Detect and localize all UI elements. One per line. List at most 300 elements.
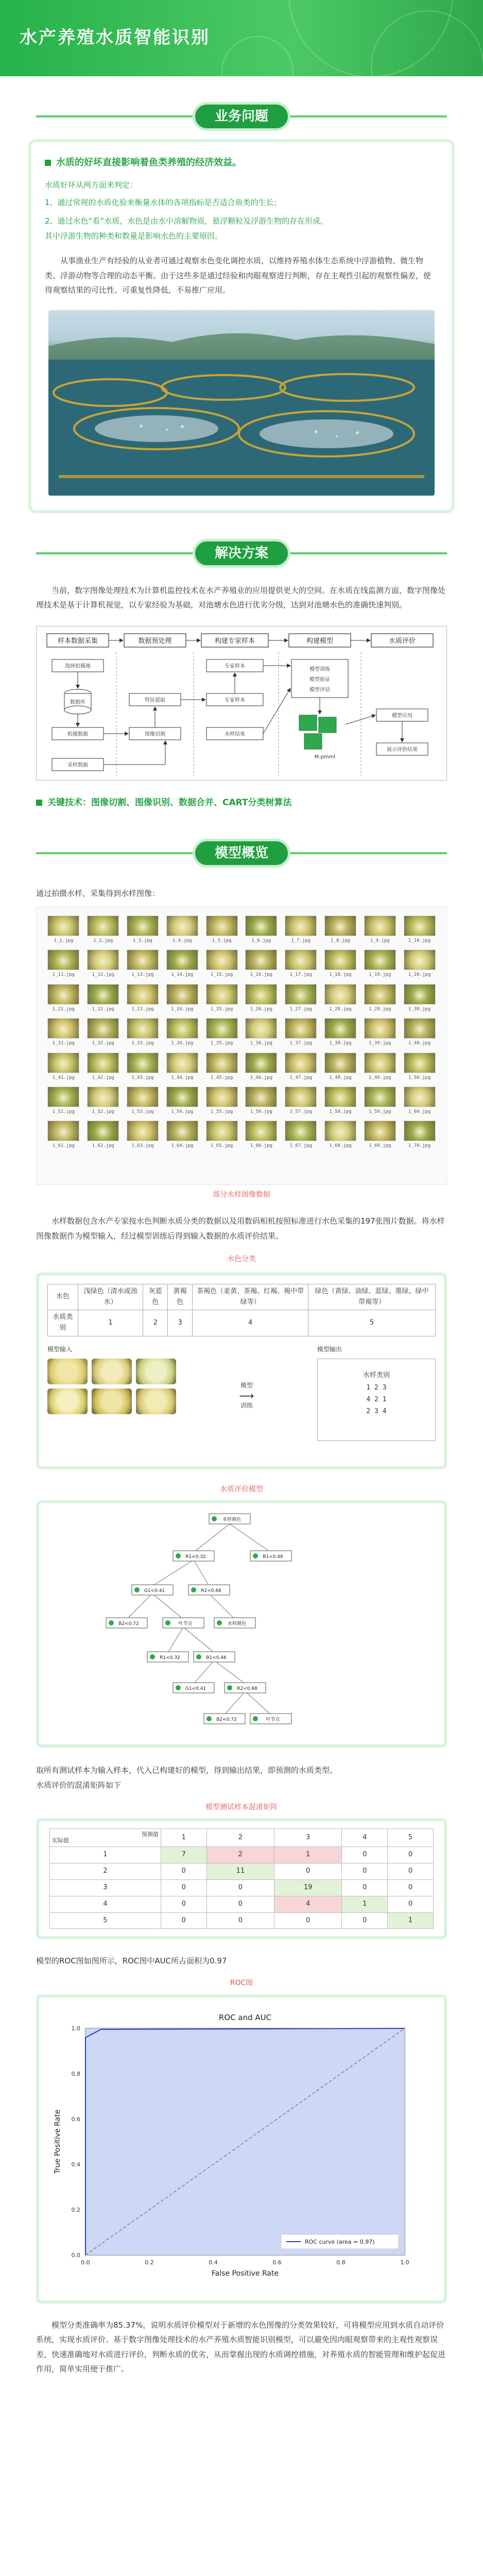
water-thumb-label: 1_10.jpg [408, 938, 431, 943]
water-thumb-image [285, 984, 317, 1005]
cm-caption: 模型测试样本混淆矩阵 [205, 1803, 278, 1811]
tree-node-icon [134, 1587, 140, 1592]
water-thumb [87, 1018, 120, 1047]
cm-row-label: 1 [50, 1847, 161, 1863]
water-thumb-image [47, 916, 79, 936]
cm-cell: 7 [161, 1847, 206, 1863]
svg-text:展示评价结果: 展示评价结果 [387, 747, 418, 753]
roc-legend: ROC curve (area = 0.97) [305, 2238, 375, 2245]
water-thumb-image [206, 950, 238, 970]
tree-node-label: R1<0.32 [185, 1554, 206, 1560]
cm-cell: 0 [161, 1896, 206, 1912]
confusion-matrix-card [36, 1818, 447, 1939]
io-input-images [47, 1359, 176, 1414]
cm-corner: 预测值 实际值 [50, 1829, 161, 1847]
io-output-row: 2 3 4 [366, 1408, 387, 1416]
water-thumb [403, 1053, 436, 1081]
tree-node-icon [191, 1587, 196, 1592]
water-thumb-image [87, 1121, 119, 1141]
tree-node-icon [109, 1620, 114, 1625]
water-thumb-label: 1_59.jpg [369, 1109, 391, 1114]
water-thumb [403, 1087, 436, 1115]
cm-row-label: 3 [50, 1880, 161, 1896]
water-thumb [205, 950, 238, 978]
water-thumb-image [166, 984, 198, 1005]
cm-cell: 0 [161, 1880, 206, 1896]
io-output-label: 模型输出 [317, 1345, 342, 1353]
water-thumb-label: 1_3.jpg [133, 938, 152, 943]
tree-node-label: R2<0.68 [237, 1686, 257, 1692]
problem-paragraph: 从事渔业生产有经验的从业者可通过观察水色变化调控水质，以维持养殖水体生态系统中浮游植物、微生物类、浮游动物等合理的动态平衡。由于这些多是通过经验和肉眼观察进行判断，存在主观性引起的观察性偏差，使得观察结果的可比性、可重复性降低，不易推广应用。 [45, 256, 432, 295]
water-thumb [284, 984, 318, 1013]
gallery-caption: 部分水样图像数据 [213, 1190, 270, 1199]
water-thumb-label: 1_68.jpg [329, 1143, 352, 1149]
water-thumb-label: 1_43.jpg [131, 1075, 154, 1080]
water-thumb-image [166, 950, 198, 970]
flow-step-label: 构建专家样本 [214, 637, 255, 645]
water-thumb-image [166, 1121, 198, 1141]
roc-chart [39, 1997, 444, 2300]
water-thumb-image [285, 1053, 317, 1073]
water-thumb [363, 1087, 396, 1115]
water-thumb-image [47, 950, 79, 970]
roc-xlabel: False Positive Rate [211, 2269, 279, 2278]
water-thumb-image [404, 916, 436, 936]
color-cell: 4 [193, 1310, 308, 1336]
water-thumb [47, 984, 80, 1013]
water-thumb-image [324, 1018, 356, 1039]
water-thumb [284, 950, 318, 978]
water-thumb-label: 1_52.jpg [92, 1109, 114, 1114]
cm-cell: 0 [342, 1863, 388, 1880]
water-sample-image [136, 1388, 176, 1414]
confusion-matrix [49, 1828, 434, 1929]
water-thumb [245, 916, 278, 944]
svg-text:选择拍摄地: 选择拍摄地 [65, 663, 91, 669]
water-thumb-label: 1_5.jpg [212, 938, 232, 943]
water-thumb-label: 1_49.jpg [369, 1075, 391, 1080]
io-output-row: 1 2 3 [366, 1383, 387, 1392]
water-thumb [403, 950, 436, 978]
water-thumb-label: 1_13.jpg [131, 972, 154, 978]
svg-text:模型训练: 模型训练 [309, 666, 330, 672]
tree-node-label: 水样颜色 [222, 1517, 242, 1523]
water-thumb [126, 950, 160, 978]
water-thumb [205, 1053, 238, 1081]
roc-xtick-label: 0.4 [209, 2259, 218, 2266]
water-thumb-label: 1_9.jpg [370, 938, 390, 943]
water-thumb-label: 1_19.jpg [369, 972, 391, 978]
water-thumb-image [404, 1087, 436, 1107]
water-thumb-image [324, 916, 356, 936]
flow-diagram-svg [37, 626, 446, 781]
tree-node-label: 水样颜色 [227, 1621, 247, 1627]
water-thumb-label: 1_61.jpg [52, 1143, 75, 1149]
water-thumb-label: 1_63.jpg [131, 1143, 154, 1149]
water-thumb-label: 1_70.jpg [408, 1143, 431, 1149]
roc-xtick-label: 0.6 [272, 2259, 282, 2266]
problem-item: 2、通过水色“看”水质，水色是由水中溶解物质，悬浮颗粒及浮游生物的存在形成。 [45, 216, 329, 226]
water-thumb-label: 1_46.jpg [250, 1075, 273, 1080]
cm-cell: 19 [274, 1880, 342, 1896]
water-thumb-image [285, 916, 317, 936]
tree-node-label: R1<0.32 [160, 1655, 180, 1661]
tree-paragraph: 取所有测试样本为输入样本，代入已构建好的模型，得到输出结果，即预测的水质类型。 [36, 1766, 338, 1775]
cm-row-label: 4 [50, 1896, 161, 1912]
water-thumb-label: 1_36.jpg [250, 1041, 273, 1046]
water-thumb-label: 1_29.jpg [369, 1006, 391, 1012]
water-thumb-image [364, 1121, 396, 1141]
water-thumb [363, 950, 396, 978]
water-thumb-label: 1_40.jpg [408, 1041, 431, 1046]
water-thumb-image [245, 1053, 277, 1073]
water-thumb [87, 950, 120, 978]
water-thumb-label: 1_50.jpg [408, 1075, 431, 1080]
water-thumb-image [364, 950, 396, 970]
roc-ylabel: True Positive Rate [54, 2109, 62, 2174]
flow-step-label: 水质评价 [388, 637, 416, 645]
cm-cell: 1 [342, 1896, 388, 1912]
water-thumb-image [47, 1018, 79, 1039]
tree-node-icon [196, 1654, 201, 1659]
water-thumb [363, 916, 396, 944]
fish-farm-illustration [48, 310, 435, 496]
svg-text:M.pmml: M.pmml [314, 754, 336, 760]
water-thumb-label: 1_15.jpg [210, 972, 233, 978]
flow-step-label: 构建模型 [306, 637, 334, 645]
water-thumb-label: 1_39.jpg [369, 1041, 391, 1046]
water-thumb-image [127, 916, 159, 936]
water-thumb [324, 950, 357, 978]
water-thumb-label: 1_11.jpg [52, 972, 75, 978]
water-thumb-image [166, 916, 198, 936]
section-title: 业务问题 [193, 102, 290, 131]
io-input [47, 1345, 176, 1414]
cm-cell: 0 [274, 1912, 342, 1929]
water-thumb-image [285, 1018, 317, 1039]
problem-note: 水质好坏从两方面来判定： [45, 180, 138, 190]
cm-cell: 4 [274, 1896, 342, 1912]
svg-text:模型评估: 模型评估 [309, 687, 330, 693]
water-thumb-label: 1_66.jpg [250, 1143, 273, 1149]
water-thumb [284, 1087, 318, 1115]
water-thumb [363, 1053, 396, 1081]
water-thumb-label: 1_23.jpg [131, 1006, 154, 1012]
water-thumb [324, 1121, 357, 1149]
water-thumb [126, 1018, 160, 1047]
cm-row-label: 5 [50, 1912, 161, 1929]
water-thumb-label: 1_21.jpg [52, 1006, 75, 1012]
color-table [47, 1284, 436, 1336]
water-thumb [205, 984, 238, 1013]
roc-xtick-label: 0.8 [336, 2259, 346, 2266]
io-panel [47, 1345, 436, 1458]
water-thumb-label: 1_57.jpg [289, 1109, 312, 1114]
tree-caption: 水质评价模型 [220, 1485, 263, 1494]
cm-cell: 0 [206, 1896, 274, 1912]
water-sample-image [47, 1388, 88, 1414]
roc-ytick-label: 0.0 [71, 2251, 80, 2259]
water-thumb-label: 1_67.jpg [289, 1143, 312, 1149]
water-thumb [324, 984, 357, 1013]
data-paragraph: 水样数据包含水产专家按水色判断水质分类的数据以及用数码相机按照标准进行水色采集的197张图片数据。将水样图像数据作为模型输入，经过模型训练后得到输入数据的水质评价结果。 [36, 1216, 445, 1241]
water-thumb-label: 1_69.jpg [369, 1143, 391, 1149]
cm-cell: 0 [342, 1912, 388, 1929]
water-thumb [87, 1087, 120, 1115]
cm-cell: 0 [388, 1880, 434, 1896]
color-header: 水色 [48, 1284, 78, 1310]
problem-card [28, 139, 455, 513]
color-header: 绿色（黄绿、油绿、蓝绿、墨绿、绿中带褐等） [308, 1284, 436, 1310]
water-thumb [403, 984, 436, 1013]
water-thumb-image [404, 1121, 436, 1141]
section-title: 解决方案 [193, 539, 290, 568]
water-thumb-image [47, 1121, 79, 1141]
water-thumb [87, 1121, 120, 1149]
section-title: 模型概览 [193, 839, 290, 868]
tree-node-icon [165, 1620, 170, 1625]
banner-deco [221, 36, 294, 76]
water-thumb [205, 1087, 238, 1115]
water-thumb-image [206, 1121, 238, 1141]
water-thumb-label: 1_24.jpg [171, 1006, 194, 1012]
tree-node-label: B2<0.72 [216, 1717, 237, 1723]
water-thumb-image [206, 984, 238, 1005]
water-thumb-image [324, 1121, 356, 1141]
roc-ytick-label: 0.6 [71, 2115, 80, 2123]
water-thumb-image [364, 1053, 396, 1073]
water-thumb-label: 1_47.jpg [289, 1075, 312, 1080]
water-thumb [126, 1053, 160, 1081]
water-thumb-label: 1_1.jpg [54, 938, 74, 943]
tree-node-icon [212, 1516, 217, 1521]
problem-list [45, 195, 438, 244]
io-model-label: 模型 [240, 1381, 253, 1389]
water-thumb [126, 1121, 160, 1149]
color-cell: 3 [168, 1310, 193, 1336]
roc-ytick-label: 1.0 [71, 2025, 80, 2032]
water-thumb-image [245, 916, 277, 936]
color-table-card [36, 1273, 447, 1469]
water-thumb-label: 1_12.jpg [92, 972, 114, 978]
cm-cell: 0 [388, 1896, 434, 1912]
roc-title: ROC and AUC [218, 2012, 272, 2022]
flow-step-label: 样本数据采集 [57, 637, 98, 645]
water-thumb-image [206, 916, 238, 936]
water-thumb [165, 1053, 199, 1081]
final-paragraph: 模型分类准确率为85.37%，说明水质评价模型对于新增的水色图像的分类效果较好，可将模型应用到水质自动评价系统，实现水质评价。基于数字图像处理技术的水产养殖水质智能识别模型，可以避免因肉眼观察带来的主观性观察误差，快速准确地对水质进行评价，判断水质的优劣，从而掌握出现的水质调控措施，对养殖水质的智能管理和维护起促进作用，简单实用便于推广。 [36, 2320, 446, 2374]
tree-node-icon [253, 1553, 258, 1558]
water-thumb-image [166, 1053, 198, 1073]
water-thumb-image [206, 1018, 238, 1039]
water-thumb [165, 984, 199, 1013]
water-thumb [87, 1053, 120, 1081]
water-thumb-image [47, 984, 79, 1005]
flow-step-label: 数据预处理 [138, 637, 172, 645]
water-thumb-label: 1_28.jpg [329, 1006, 352, 1012]
model-intro: 通过拍摄水样，采集得到水样图像： [36, 888, 160, 898]
cm-header: 5 [388, 1829, 434, 1847]
water-thumb [324, 916, 357, 944]
water-thumb-image [324, 1087, 356, 1107]
color-cell: 2 [143, 1310, 168, 1336]
water-thumb [245, 1121, 278, 1149]
water-thumb-label: 1_48.jpg [329, 1075, 352, 1080]
cm-cell: 0 [274, 1863, 342, 1880]
cm-cell: 0 [161, 1912, 206, 1929]
cm-header: 2 [206, 1829, 274, 1847]
io-input-label: 模型输入 [47, 1345, 73, 1353]
problem-headline-text: 水质的好坏直接影响着鱼类养殖的经济效益。 [56, 157, 242, 168]
cm-cell: 1 [388, 1912, 434, 1929]
water-thumb-image [245, 1018, 277, 1039]
water-thumb [363, 1121, 396, 1149]
water-thumb [284, 1053, 318, 1081]
water-thumb [126, 984, 160, 1013]
water-thumb [165, 1087, 199, 1115]
water-thumb-label: 1_35.jpg [210, 1041, 233, 1046]
section-header-problem [0, 99, 483, 135]
water-thumb-image [324, 984, 356, 1005]
water-thumb [205, 1121, 238, 1149]
cm-cell: 0 [206, 1880, 274, 1896]
color-header: 茶褐色（姜黄、茶褐、红褐、褐中带绿等） [193, 1284, 308, 1310]
water-thumb [165, 950, 199, 978]
water-thumb-label: 1_7.jpg [291, 938, 311, 943]
water-thumb-image [324, 1053, 356, 1073]
water-thumb-image [127, 1087, 159, 1107]
water-thumb-image [127, 1121, 159, 1141]
svg-text:特征提取: 特征提取 [145, 697, 165, 703]
header-banner [0, 0, 483, 76]
color-cell: 5 [308, 1310, 436, 1336]
svg-text:模型验证: 模型验证 [309, 676, 330, 683]
water-thumb-image [245, 1087, 277, 1107]
water-thumb-label: 1_2.jpg [93, 938, 113, 943]
water-thumb-image [127, 950, 159, 970]
svg-text:专家样本: 专家样本 [225, 697, 245, 703]
water-thumb-image [364, 1018, 396, 1039]
section-header-model [0, 836, 483, 872]
square-bullet-icon [45, 160, 51, 166]
water-thumb-label: 1_16.jpg [250, 972, 273, 978]
cm-cell: 0 [342, 1847, 388, 1863]
problem-item: 其中浮游生物的种类和数量是影响水色的主要原因。 [45, 231, 223, 241]
io-output [317, 1345, 436, 1441]
water-thumb-label: 1_60.jpg [408, 1109, 431, 1114]
io-train-label: 训练 [240, 1402, 253, 1410]
water-thumb-label: 1_27.jpg [289, 1006, 312, 1012]
tree-node-label: R2<0.68 [201, 1588, 221, 1594]
tree-card [36, 1500, 447, 1748]
water-thumb-label: 1_51.jpg [52, 1109, 75, 1114]
water-thumb [205, 1018, 238, 1047]
roc-ytick-label: 0.8 [71, 2070, 80, 2077]
svg-text:拍摄数据: 拍摄数据 [67, 731, 88, 737]
cm-cell: 0 [206, 1912, 274, 1929]
color-header: 黄褐色 [168, 1284, 193, 1310]
water-thumb-label: 1_17.jpg [289, 972, 312, 978]
svg-text:水样结果: 水样结果 [225, 731, 245, 737]
color-header: 灰蓝色 [143, 1284, 168, 1310]
water-thumb [324, 1053, 357, 1081]
water-thumb-image [404, 950, 436, 970]
water-thumb-image [127, 984, 159, 1005]
water-thumb-image [166, 1018, 198, 1039]
water-thumb [87, 916, 120, 944]
water-thumb [245, 1053, 278, 1081]
water-thumb-image [245, 984, 277, 1005]
roc-card [36, 1994, 447, 2303]
water-thumb [245, 1018, 278, 1047]
water-thumb-image [364, 916, 396, 936]
svg-text:图像切割: 图像切割 [145, 731, 165, 737]
water-thumb-image [206, 1087, 238, 1107]
water-thumb-label: 1_32.jpg [92, 1041, 114, 1046]
tree-paragraph-2: 水质评价的混淆矩阵如下 [36, 1780, 122, 1790]
water-thumb-label: 1_18.jpg [329, 972, 352, 978]
water-thumb-label: 1_6.jpg [251, 938, 271, 943]
water-thumb [205, 916, 238, 944]
water-thumb-label: 1_62.jpg [92, 1143, 114, 1149]
water-thumb [403, 916, 436, 944]
water-sample-image [92, 1388, 132, 1414]
color-row-label: 水质类别 [48, 1310, 78, 1336]
tree-node-icon [176, 1685, 181, 1690]
roc-ytick-label: 0.4 [71, 2161, 80, 2168]
water-thumb [47, 1018, 80, 1047]
water-thumb [284, 1018, 318, 1047]
water-thumb [403, 1121, 436, 1149]
key-tech-line [36, 796, 447, 810]
tree-node-icon [253, 1716, 258, 1721]
water-thumb [126, 916, 160, 944]
water-thumb-label: 1_34.jpg [171, 1041, 194, 1046]
water-thumb [245, 984, 278, 1013]
water-thumb-image [324, 950, 356, 970]
water-thumb-image [47, 1087, 79, 1107]
roc-paragraph: 模型的ROC图如图所示，ROC图中AUC所占面积为0.97 [36, 1956, 227, 1966]
square-bullet-icon [36, 800, 42, 806]
water-thumb-label: 1_25.jpg [210, 1006, 233, 1012]
tree-node-label: G1<0.41 [185, 1686, 206, 1692]
water-thumb-label: 1_42.jpg [92, 1075, 114, 1080]
problem-item: 1、通过常规的水质化验来衡量水体的各项指标是否适合鱼类的生长； [45, 197, 282, 207]
water-thumb [324, 1018, 357, 1047]
cm-row-label: 2 [50, 1863, 161, 1880]
cm-cell: 0 [161, 1863, 206, 1880]
water-thumb [363, 984, 396, 1013]
tree-node-icon [227, 1685, 232, 1690]
water-thumb-image [285, 1087, 317, 1107]
sample-gallery [36, 907, 447, 1185]
water-sample-image [92, 1359, 132, 1384]
roc-ytick-label: 0.2 [71, 2206, 80, 2213]
arrow-right-icon: ⟶ [239, 1389, 254, 1402]
water-thumb [245, 1087, 278, 1115]
cm-cell: 1 [274, 1847, 342, 1863]
tree-node-label: B2<0.72 [118, 1621, 139, 1627]
water-thumb-image [364, 1087, 396, 1107]
water-thumb [165, 1018, 199, 1047]
water-thumb-image [87, 1087, 119, 1107]
water-thumb-image [87, 1018, 119, 1039]
tree-node-label: B1<0.46 [263, 1554, 283, 1560]
page-title: 水产养殖水质智能识别 [20, 27, 210, 48]
water-thumb-image [364, 984, 396, 1005]
water-thumb [245, 950, 278, 978]
cm-cell: 0 [388, 1847, 434, 1863]
